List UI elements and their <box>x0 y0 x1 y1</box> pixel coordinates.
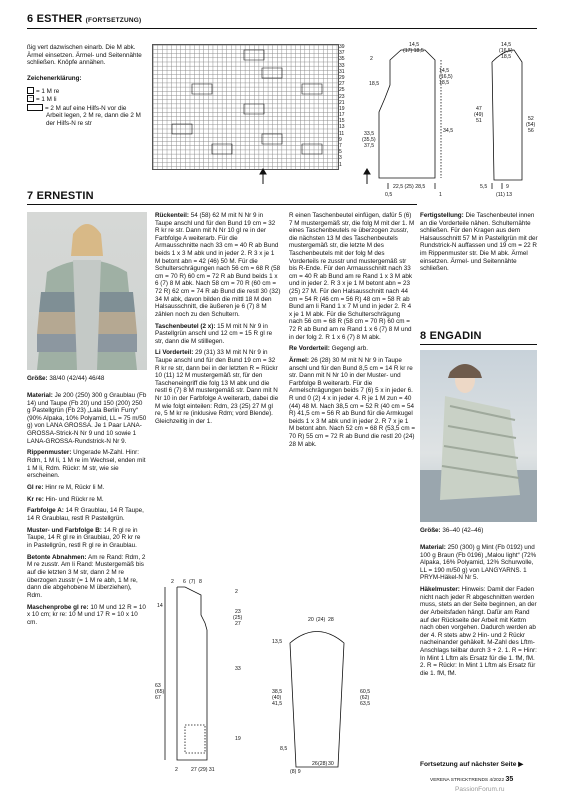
svg-text:(54): (54) <box>526 122 536 128</box>
svg-text:13,5: 13,5 <box>272 639 283 645</box>
ernestin-photo <box>27 212 147 370</box>
svg-text:2: 2 <box>175 767 178 773</box>
svg-text:41,5: 41,5 <box>272 701 283 707</box>
footer-watermark: PassionForum.ru <box>455 786 505 793</box>
svg-text:2: 2 <box>370 56 373 62</box>
esther-text: ßig vert dazwischen einarb. Die M abk. Ärmel einsetzen. Ärmel- und Seitennähte schließen. Knöpfe annähen. Zeichenerklärung: = 1 M re – = 1 M li = 2 M auf eine Hilfs-N vor die Arbeit legen, 2 M re, dann die 2 M der Hilfs-N re str <box>27 44 142 127</box>
engadin-rule <box>420 344 537 345</box>
svg-text:0,5: 0,5 <box>385 192 393 198</box>
svg-text:2: 2 <box>171 579 174 585</box>
svg-text:33,5: 33,5 <box>364 131 375 137</box>
svg-text:(11) 13: (11) 13 <box>496 192 513 198</box>
ernestin-col1: Material: Je 200 (250) 300 g Graublau (Fb 14) und Taupe (Fb 20) und 150 (200) 250 g Pastellgrün (Fb 23) „Lala Berlin Furry“ (90% Alpaka, 10% Polyamid, LL = 75 m/50 g) von LANA GROSSA. Je 1 Paar LANA-GROSSA-Strick-N Nr 9 und 10 sowie 1 LANA-GROSSA-Rundstrick-N Nr 9. Rippenmuster: Ungerade M-Zahl. Hinr: Rdm, 1 M li, 1 M re im Wechsel, enden mit 1 M li, Rdm. Rückr: M str, wie sie erscheinen. Gl re: Hinr re M, Rückr li M. Kr re: Hin- und Rückr re M. Farbfolge A: 14 R Graublau, 14 R Taupe, 14 R Graublau, restl R Pastellgrün. Muster- und Farbfolge B: 14 R gl re in Taupe, 14 R gl re in Graublau, 20 R kr re in Pastellgrün, restl R gl re in Graublau. Betonte Abnahmen: Am re Rand: Rdm, 2 M re zusstr. Am li Rand: Mustergemäß bis auf die letzten 3 M str, dann 2 M re überzogen zusstr (= 1 M re abh, 1 M re, dann die abgehobene M überziehen), Rdm. Maschenprobe gl re: 10 M und 12 R = 10 x 10 cm; kr re: 10 M und 17 R = 10 x 10 cm. <box>27 392 147 626</box>
engadin-model-image <box>420 350 537 522</box>
esther-intro: ßig vert dazwischen einarb. Die M abk. Ärmel einsetzen. Ärmel- und Seitennähte schließen. Knöpfe annähen. <box>27 44 142 67</box>
svg-text:19: 19 <box>235 736 241 742</box>
ernestin-model-image <box>27 212 147 370</box>
svg-text:63: 63 <box>155 683 161 689</box>
svg-text:2: 2 <box>235 589 238 595</box>
svg-text:14,5: 14,5 <box>439 68 450 74</box>
svg-text:(7): (7) <box>189 579 196 585</box>
esther-sleeve-schematic <box>474 40 554 200</box>
svg-text:(62): (62) <box>360 695 370 701</box>
svg-text:(40): (40) <box>272 695 282 701</box>
svg-text:18,5: 18,5 <box>501 54 512 60</box>
svg-text:8: 8 <box>199 579 202 585</box>
engadin-heading: 8 ENGADIN <box>420 330 482 342</box>
legend-title: Zeichenerklärung: <box>27 74 82 82</box>
svg-text:37,5: 37,5 <box>364 143 375 149</box>
ernestin-col3: R einen Taschenbeutel einfügen, dafür 5 (6) 7 M mustergemäß str, die folg M mit der 1. M eines Taschenbeutels re überzogen zusstr, die nächsten 13 M des Taschenbeutels mustergemäß str, die letzte M des Taschenbeutels mit der folg M des Vorderteils re zusstr und mustergemäß str bis R-Ende. Für den Armausschnitt nach 33 cm = 40 R ab Bund am re Rand 1 x 3 M abk und in jeder 2. R 3 x je 1 M betont abn = 23 (25) 27 M. Für den Halsausschnitt nach 44 cm = 54 R (46 cm = 56 R) 48 cm = 58 R ab Bund am li Rand 1 x 7 M und in jeder 2. R 4 x je 1 M abk. Für die Schulterschrägung nach 56 cm = 68 R (58 cm = 70 R) 60 cm = 72 R ab Bund am re Rand 1 x 6 (7) 8 M und in der folg 2. R 1 x 6 (7) 8 M abk. Re Vorderteil: Gegengl arb. Ärmel: 26 (28) 30 M mit N Nr 9 in Taupe anschl und für den Bund 8,5 cm = 14 R kr re str. Dann mit N Nr 10 in der Muster- und Farbfolge B weiterarb. Für die Armelschrägungen beids 7 (6) 5 x in jeder 6. R und 0 (2) 4 x in jeder 4. R je 1 M zun = 40 (44) 48 M. Nach 38,5 cm = 52 R (40 cm = 54 R) 41,5 cm = 56 R ab Bund für die Armkugel beids 1 x 3 M abk und in jeder 2. R 7 x je 1 M betont abn. Nach 52 cm = 68 R (53,5 cm = 70 R) 55 cm = 72 R ab Bund die restl 20 (24) 28 M abk. <box>289 212 416 448</box>
esther-rule <box>27 28 537 29</box>
svg-text:34,5: 34,5 <box>443 128 454 134</box>
esther-heading: 6 ESTHER (FORTSETZUNG) <box>27 13 142 25</box>
svg-text:(8) 9: (8) 9 <box>290 769 301 775</box>
purl-symbol-icon: – <box>27 95 34 102</box>
ernestin-col4: Fertigstellung: Die Taschenbeutel innen an die Vorderteile nähen. Schulternähte schließen. Für den Kragen aus dem Halsausschnitt 57 M in Pastellgrün mit der Rundstrick-N auffassen und 19 cm = 22 R im Rippenmuster str. Die M abk. Ärmel einsetzen. Ärmel- und Seitennähte schließen. <box>420 212 538 273</box>
svg-text:(16,5): (16,5) <box>439 74 453 80</box>
svg-text:8,5: 8,5 <box>280 746 288 752</box>
svg-text:56: 56 <box>528 128 534 134</box>
footer-magazine: VERENA STRICKTRENDS 4/2022 35 <box>430 776 514 783</box>
ernestin-front-schematic <box>155 575 270 775</box>
engadin-photo <box>420 350 537 522</box>
svg-text:67: 67 <box>155 695 161 701</box>
svg-text:14: 14 <box>157 603 163 609</box>
svg-text:27 (29) 31: 27 (29) 31 <box>191 767 215 773</box>
svg-text:33: 33 <box>235 666 241 672</box>
cable-symbol-icon <box>27 104 43 111</box>
svg-text:26: 26 <box>312 761 318 767</box>
svg-text:60,5: 60,5 <box>360 689 371 695</box>
svg-text:6: 6 <box>183 579 186 585</box>
chart-cable-marks <box>152 44 337 168</box>
svg-text:(25): (25) <box>233 615 243 621</box>
svg-text:(24): (24) <box>316 617 326 623</box>
ernestin-rule <box>27 204 417 205</box>
svg-text:9: 9 <box>506 184 509 190</box>
engadin-col: Material: 250 (300) g Mint (Fb 0192) und 100 g Braun (Fb 0196) „Malou light“ (72% Alpaka, 16% Polyamid, 12% Schurwolle, LL = 190 m/50 g) von LANGYARNS. 1 PRYM-Häkel-N Nr 5. Häkelmuster: Hinweis: Damit der Faden nicht nach jeder R abgeschnitten werden muss, stets an der Seite beginnen, an der der Arbeitsfaden hängt. Dafür am Rand auf der Rückseite der Arbeit mit Kettm nach oben vorgehen. Dadurch werden ab der 4. R stets abw 2 Hin- und 2 Rückr nacheinander gehäkelt. M-Zahl des Lftm-Anschlags teilbar durch 3 + 2. 1. R = Hinr: In Mint 1 Lftm als Ersatz für die 1. fM, fM. 2. R = Rückr: In Mint 1 Lftm als Ersatz für die 1. fM, fM. <box>420 544 537 677</box>
svg-text:14,5: 14,5 <box>501 42 512 48</box>
chart-row-numbers: 39 37 35 33 31 29 27 25 23 21 19 17 15 13 11 9 7 5 3 1 <box>339 44 345 168</box>
svg-text:28: 28 <box>328 617 334 623</box>
svg-text:52: 52 <box>528 116 534 122</box>
svg-text:(16,5): (16,5) <box>499 48 513 54</box>
svg-text:14,5: 14,5 <box>409 42 420 48</box>
ernestin-sleeve-schematic <box>272 615 402 775</box>
engadin-size: Größe: 36–40 (42–46) <box>420 527 484 534</box>
svg-text:1: 1 <box>439 192 442 198</box>
svg-text:20: 20 <box>308 617 314 623</box>
svg-text:(65): (65) <box>155 689 165 695</box>
ernestin-heading: 7 ERNESTIN <box>27 190 94 202</box>
svg-text:22,5 (25) 28,5: 22,5 (25) 28,5 <box>393 184 426 190</box>
svg-text:18,5: 18,5 <box>369 81 380 87</box>
svg-text:5,5: 5,5 <box>480 184 488 190</box>
ernestin-col2: Rückenteil: 54 (58) 62 M mit N Nr 9 in Taupe anschl und für den Bund 19 cm = 32 R kr re str. Dann mit N Nr 10 gl re in der Farbfolge A weiterarb. Für die Armausschnitte nach 33 cm = 40 R ab Bund beids 1 x 3 M abk und in jeder 2. R 3 x je 1 M betont abn = 42 (46) 50 M. Für die Schulterschrägungen nach 56 cm = 68 R (58 cm = 70 R) 60 cm = 72 R ab Bund beids 1 x 6 (7) 8 M abk. Nach 58 cm = 70 R (60 cm = 72 R) 62 cm = 74 R ab Bund die restl 30 (32) 34 M abk, davon bilden die mittl 18 M den Halsausschnitt, die äußeren je 6 (7) 8 M zählen noch zu den Schultern. Taschenbeutel (2 x): 15 M mit N Nr 9 in Pastellgrün anschl und 12 cm = 15 R gl re str, dann die M stilllegen. Li Vorderteil: 29 (31) 33 M mit N Nr 9 in Taupe anschl und für den Bund 19 cm = 32 R kr re str, dann bei in der letzten R = Rückr 10 (11) 12 M mustergemäß str, für den Tascheneingriff die folg 13 M abk und die restl 6 (7) 8 M mustergemäß str. Dann mit N Nr 10 in der Farbfolge A weiterarb, dabei die M wie folgt einteilen: Rdm, 23 (25) 27 M gl re, 5 M kr re (inklusive Rdm; vord Blende). Gleichzeitig in der 1. <box>155 212 281 425</box>
svg-text:51: 51 <box>476 118 482 124</box>
ernestin-size: Größe: 38/40 (42/44) 46/48 <box>27 375 105 382</box>
svg-text:47: 47 <box>476 106 482 112</box>
svg-text:(35,5): (35,5) <box>362 137 376 143</box>
knit-symbol-icon <box>27 87 34 94</box>
svg-text:27: 27 <box>235 621 241 627</box>
svg-text:63,5: 63,5 <box>360 701 371 707</box>
esther-body-schematic <box>355 40 473 200</box>
svg-text:38,5: 38,5 <box>272 689 283 695</box>
svg-text:18,5: 18,5 <box>439 80 450 86</box>
continue-note: Fortsetzung auf nächster Seite ▶ <box>420 761 524 768</box>
svg-text:30: 30 <box>328 761 334 767</box>
svg-text:23: 23 <box>235 609 241 615</box>
svg-text:(28): (28) <box>318 761 328 767</box>
svg-text:(49): (49) <box>474 112 484 118</box>
svg-text:(17) 18,5: (17) 18,5 <box>403 48 424 54</box>
